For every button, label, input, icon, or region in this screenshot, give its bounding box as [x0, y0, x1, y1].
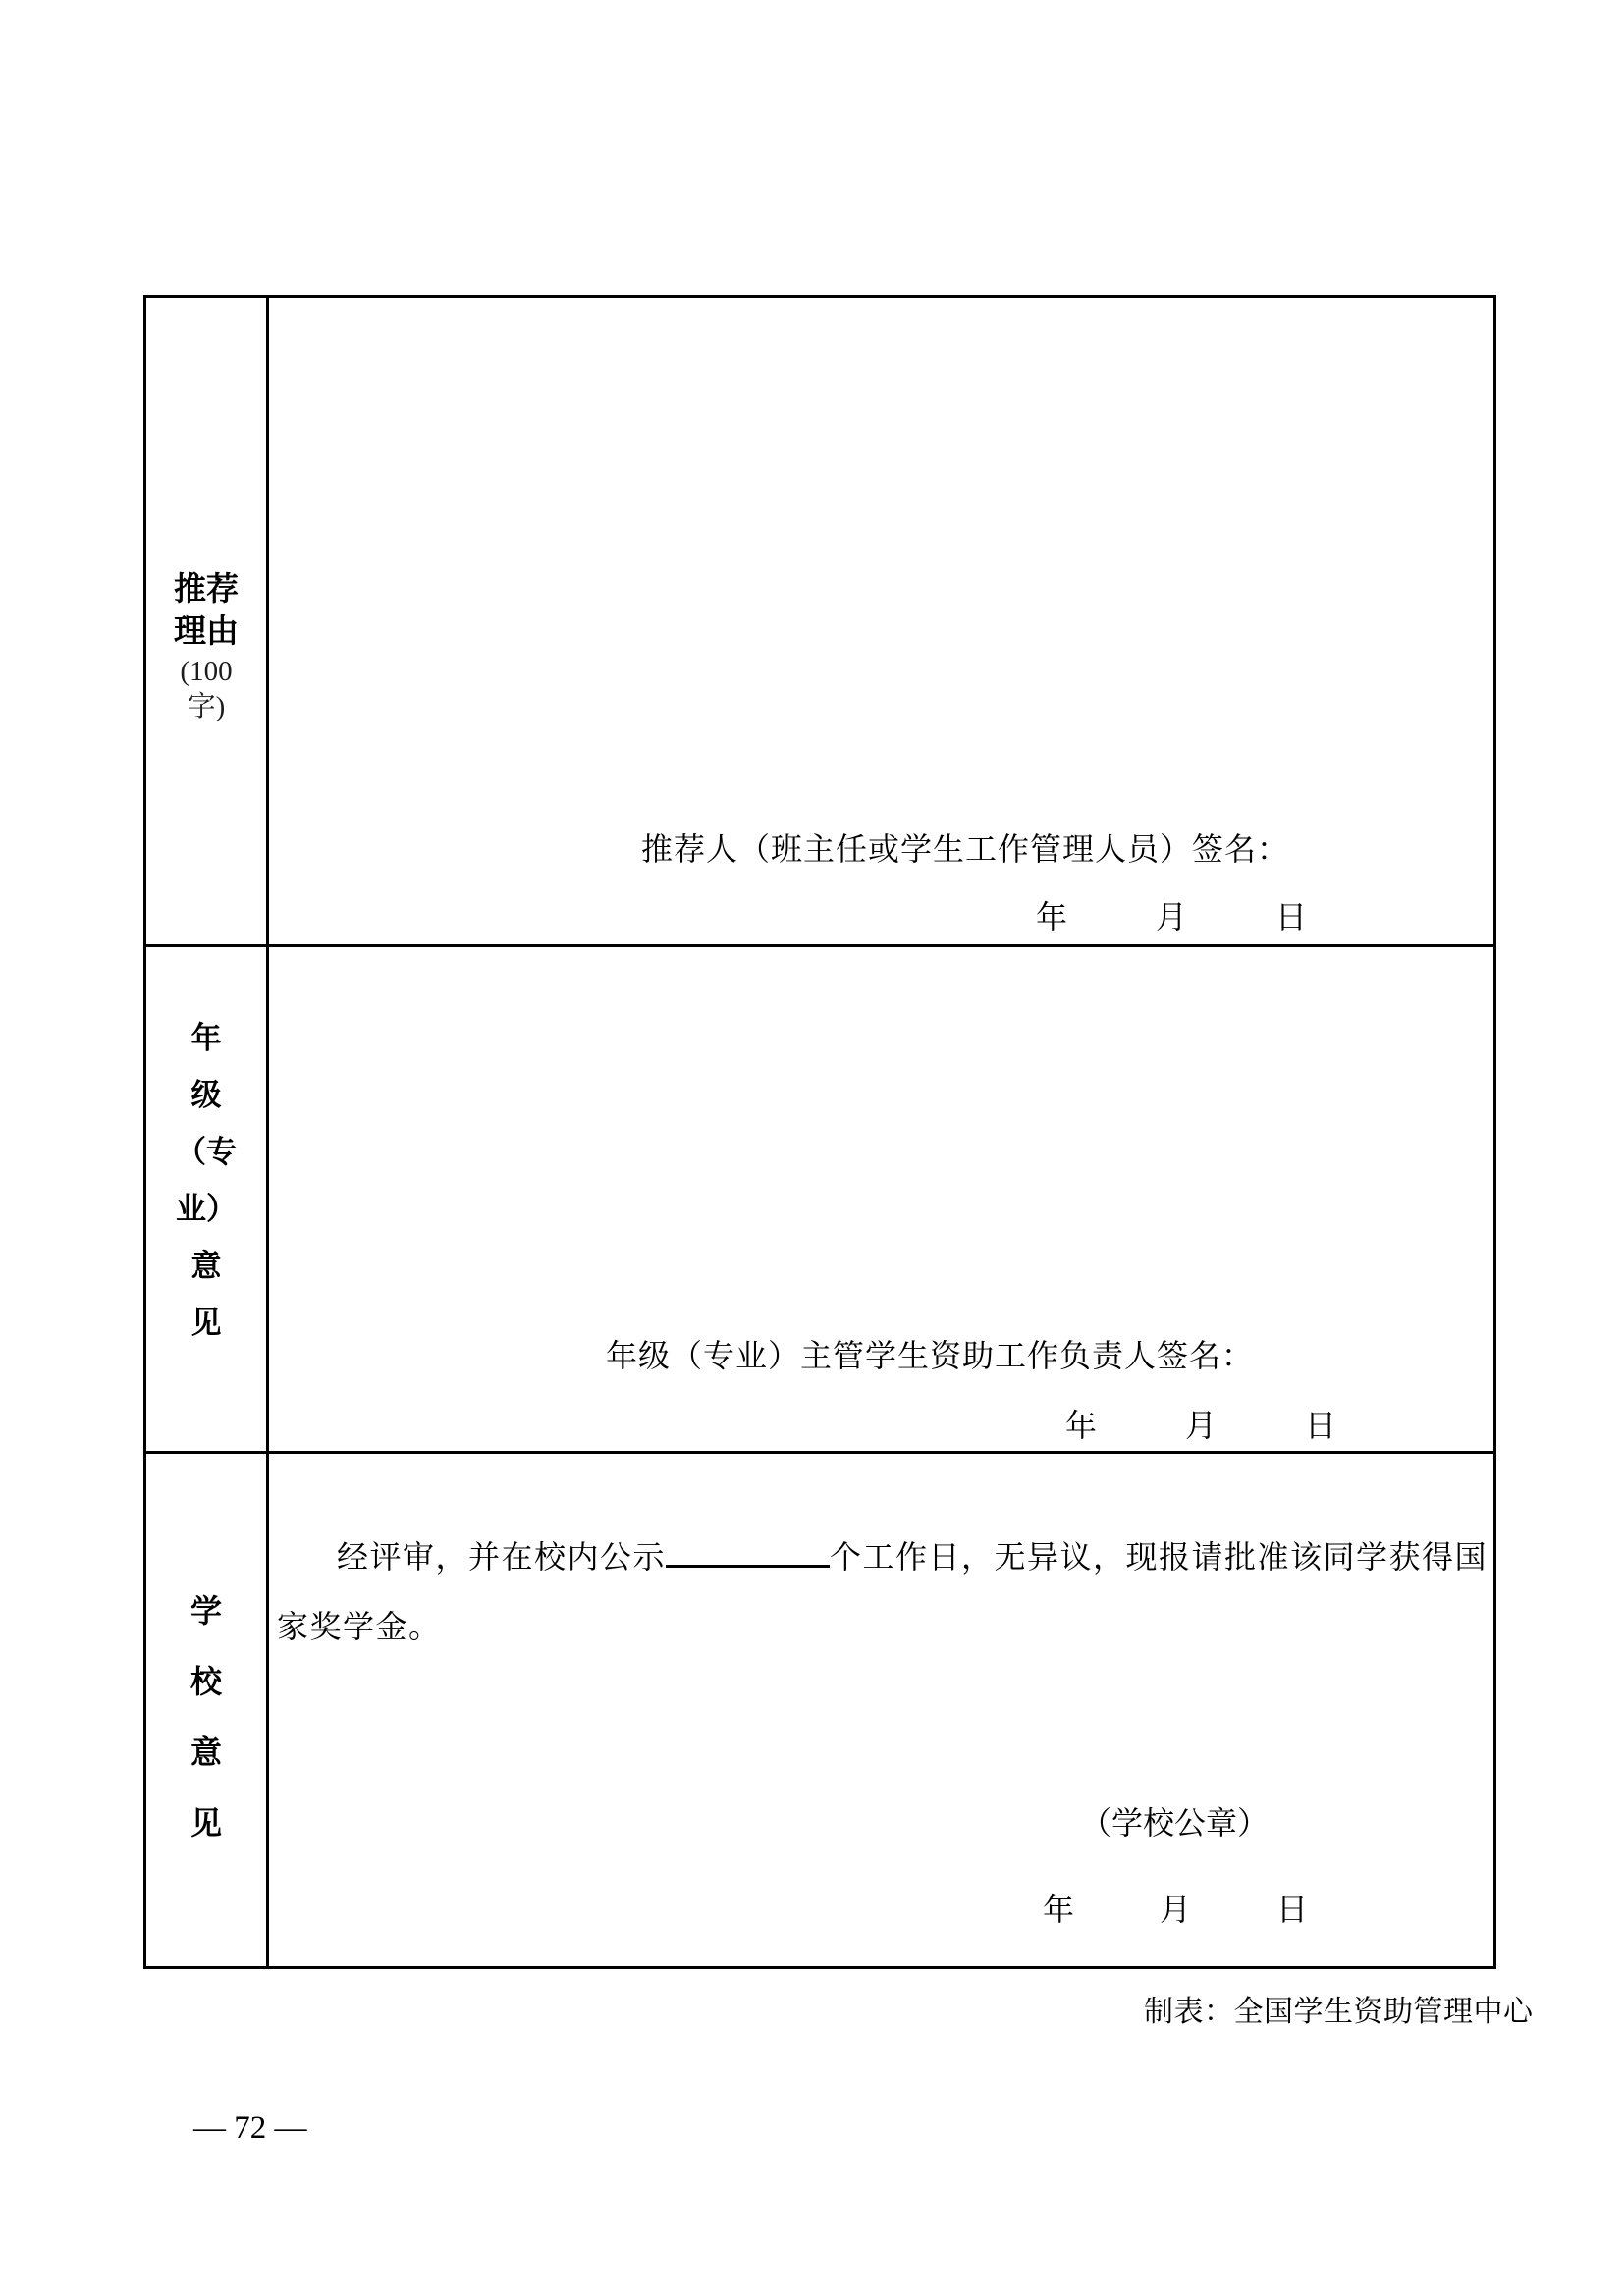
recommendation-reason-row [146, 298, 1493, 947]
label-text-line: 意 [189, 1735, 222, 1770]
label-text-line: 字) [187, 691, 226, 722]
school-review-statement [277, 1522, 1488, 1662]
date-blank-line [1043, 1885, 1308, 1930]
month-label: 月 [1160, 1892, 1192, 1927]
label-text-line: 推荐 [174, 572, 239, 608]
label-text-line: 校 [189, 1664, 222, 1699]
school-review-statement-line1 [277, 1522, 1488, 1592]
recommendation-reason-label-cell [146, 298, 269, 944]
label-text-line: 意 [190, 1248, 222, 1283]
grade-major-opinion-row [146, 947, 1493, 1454]
day-label: 日 [1275, 899, 1308, 934]
year-label: 年 [1065, 1408, 1098, 1443]
school-seal-note: （学校公章） [1080, 1805, 1270, 1841]
day-label: 日 [1305, 1408, 1337, 1443]
date-blank-line [1065, 1401, 1336, 1446]
publicity-days-blank [666, 1562, 830, 1568]
page-number: — 72 — [193, 2110, 307, 2146]
label-text-line: 学 [189, 1593, 222, 1629]
grade-major-opinion-label-cell [146, 947, 269, 1451]
year-label: 年 [1036, 899, 1068, 934]
label-text-line: (100 [180, 656, 233, 687]
recommendation-reason-content-cell [269, 298, 1493, 944]
label-text-line: 见 [189, 1805, 222, 1841]
school-review-statement-line2: 家奖学金。 [277, 1609, 442, 1644]
statement-text-after-blank: 个工作日，无异议，现报请批准该同学获得国 [830, 1539, 1489, 1575]
recommender-signature-label: 推荐人（班主任或学生工作管理人员）签名： [641, 831, 1290, 867]
label-text-line: 业） [176, 1191, 237, 1226]
school-opinion-content-cell [269, 1454, 1493, 1966]
grade-major-opinion-content-cell [269, 947, 1493, 1451]
form-producer-note: 制表：全国学生资助管理中心 [1144, 1996, 1534, 2028]
label-text-line: 理由 [174, 614, 239, 650]
statement-text-before-blank: 经评审，并在校内公示 [337, 1539, 667, 1575]
label-text-line: 见 [190, 1305, 222, 1340]
month-label: 月 [1185, 1408, 1218, 1443]
year-label: 年 [1043, 1892, 1075, 1927]
label-text-line: （专 [176, 1134, 237, 1169]
month-label: 月 [1156, 899, 1188, 934]
label-text-line: 级 [190, 1077, 222, 1112]
date-blank-line [1036, 892, 1307, 937]
grade-supervisor-signature-label: 年级（专业）主管学生资助工作负责人签名： [606, 1338, 1255, 1373]
approval-form-table [143, 295, 1496, 1969]
label-text-line: 年 [190, 1020, 222, 1055]
school-opinion-row [146, 1454, 1493, 1966]
day-label: 日 [1276, 1892, 1309, 1927]
school-opinion-label-cell [146, 1454, 269, 1966]
